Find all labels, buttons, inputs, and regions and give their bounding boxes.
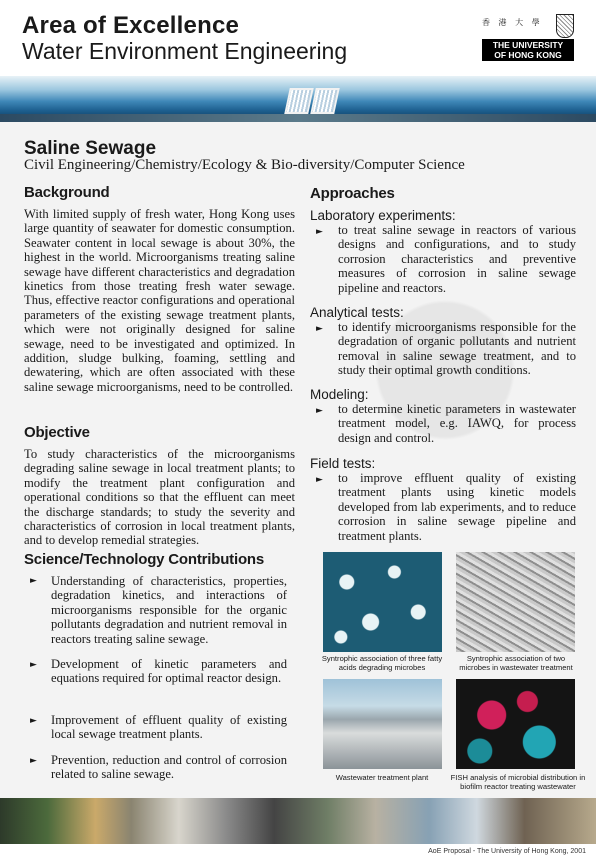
- bullet-arrow-icon: ►: [316, 227, 323, 237]
- approach-field-text: to improve effluent quality of existing treatment plants using kinetic models developed from lab experiments, and to reduce corrosion in saline sewage pipeline and treatment plants.: [338, 471, 576, 543]
- microbe-photo-1: [323, 552, 442, 652]
- contribution-item: Prevention, reduction and control of corrosion related to saline sewage.: [51, 753, 287, 782]
- approach-field-title: Field tests:: [310, 456, 376, 471]
- bullet-arrow-icon: ►: [30, 576, 37, 586]
- beach-chair-icon: [284, 88, 314, 114]
- contributions-heading: Science/Technology Contributions: [24, 551, 265, 568]
- crest-icon: [556, 14, 574, 38]
- fish-analysis-photo: [456, 679, 575, 769]
- background-text: With limited supply of fresh water, Hong Kong uses large quantity of seawater for domestic consumption. Seawater content in local sewage is about 30%, the highest in the world. Microorganisms treating saline sewage have different characteristics and degradation kinetics from those treating fresh water sewage. Thus, effective reactor configurations and operational parameters of the existing sewage treatment plants, which were not originally designed for saline sewage, need to be investigated and optimized. In addition, sludge bulking, foaming, settling and dewatering, which are often associated with these saline sewage microorganisms, need to be controlled.: [24, 207, 295, 394]
- logo-line-2: OF HONG KONG: [494, 50, 562, 60]
- beach-chair-icon: [310, 88, 340, 114]
- photo-caption: FISH analysis of microbial distribution in biofilm reactor treating wastewater: [450, 773, 586, 791]
- banner-shore: [0, 114, 596, 122]
- photo-caption: Syntrophic association of three fatty acids degrading microbes: [321, 654, 443, 672]
- approach-lab-title: Laboratory experiments:: [310, 208, 456, 223]
- approach-analytical-text: to identify microorganisms responsible for the degradation of organic pollutants and nutrient removal in saline sewage treatment, and to study their optimal growth conditions.: [338, 320, 576, 378]
- header: [0, 0, 596, 76]
- contribution-item: Improvement of effluent quality of existing local sewage treatment plants.: [51, 713, 287, 742]
- hku-logo: [482, 14, 574, 64]
- footer-text: AoE Proposal - The University of Hong Kong, 2001: [428, 848, 586, 855]
- approach-analytical-title: Analytical tests:: [310, 305, 404, 320]
- logo-line-1: THE UNIVERSITY: [492, 40, 564, 50]
- header-title: Area of Excellence: [22, 12, 240, 39]
- bullet-arrow-icon: ►: [30, 716, 37, 726]
- section-subtitle: Civil Engineering/Chemistry/Ecology & Bio-diversity/Computer Science: [24, 157, 465, 173]
- bullet-arrow-icon: ►: [30, 660, 37, 670]
- photo-caption: Wastewater treatment plant: [335, 773, 429, 782]
- treatment-plant-photo: [323, 679, 442, 769]
- contribution-item: Development of kinetic parameters and equations required for optimal reactor design.: [51, 657, 287, 686]
- header-subtitle: Water Environment Engineering: [22, 38, 348, 64]
- logo-name: [482, 39, 574, 61]
- approach-modeling-title: Modeling:: [310, 387, 369, 402]
- approach-modeling-text: to determine kinetic parameters in wastewater treatment model, e.g. IAWQ, for process design and control.: [338, 402, 576, 445]
- microbe-photo-2: [456, 552, 575, 652]
- approaches-heading: Approaches: [310, 185, 395, 202]
- bullet-arrow-icon: ►: [316, 324, 323, 334]
- bullet-arrow-icon: ►: [30, 756, 37, 766]
- beach-banner: [0, 76, 596, 122]
- photo-caption: Syntrophic association of two microbes in wastewater treatment: [459, 654, 573, 672]
- bullet-arrow-icon: ►: [316, 475, 323, 485]
- contribution-item: Understanding of characteristics, properties, degradation kinetics, and interactions of microorganisms responsible for the organic pollutants degradation and nutrient removal in reactors treating saline sewage.: [51, 574, 287, 646]
- footer-image-strip: [0, 798, 596, 844]
- objective-heading: Objective: [24, 424, 90, 441]
- background-heading: Background: [24, 184, 110, 201]
- objective-text: To study characteristics of the microorganisms degrading saline sewage in local treatment plants; to modify the treatment plant configuration and operational conditions so that the effluent can meet the discharge standards; to study the severity and characteristics of corrosion in local treatment plants, and to develop remedial strategies.: [24, 447, 295, 548]
- bullet-arrow-icon: ►: [316, 406, 323, 416]
- approach-lab-text: to treat saline sewage in reactors of various designs and configurations, and to study corrosion characteristics and preventive measures of corrosion in saline sewage pipeline and reactors.: [338, 223, 576, 295]
- logo-chinese-text: 香 港 大 學: [482, 18, 543, 27]
- section-title: Saline Sewage: [24, 138, 157, 159]
